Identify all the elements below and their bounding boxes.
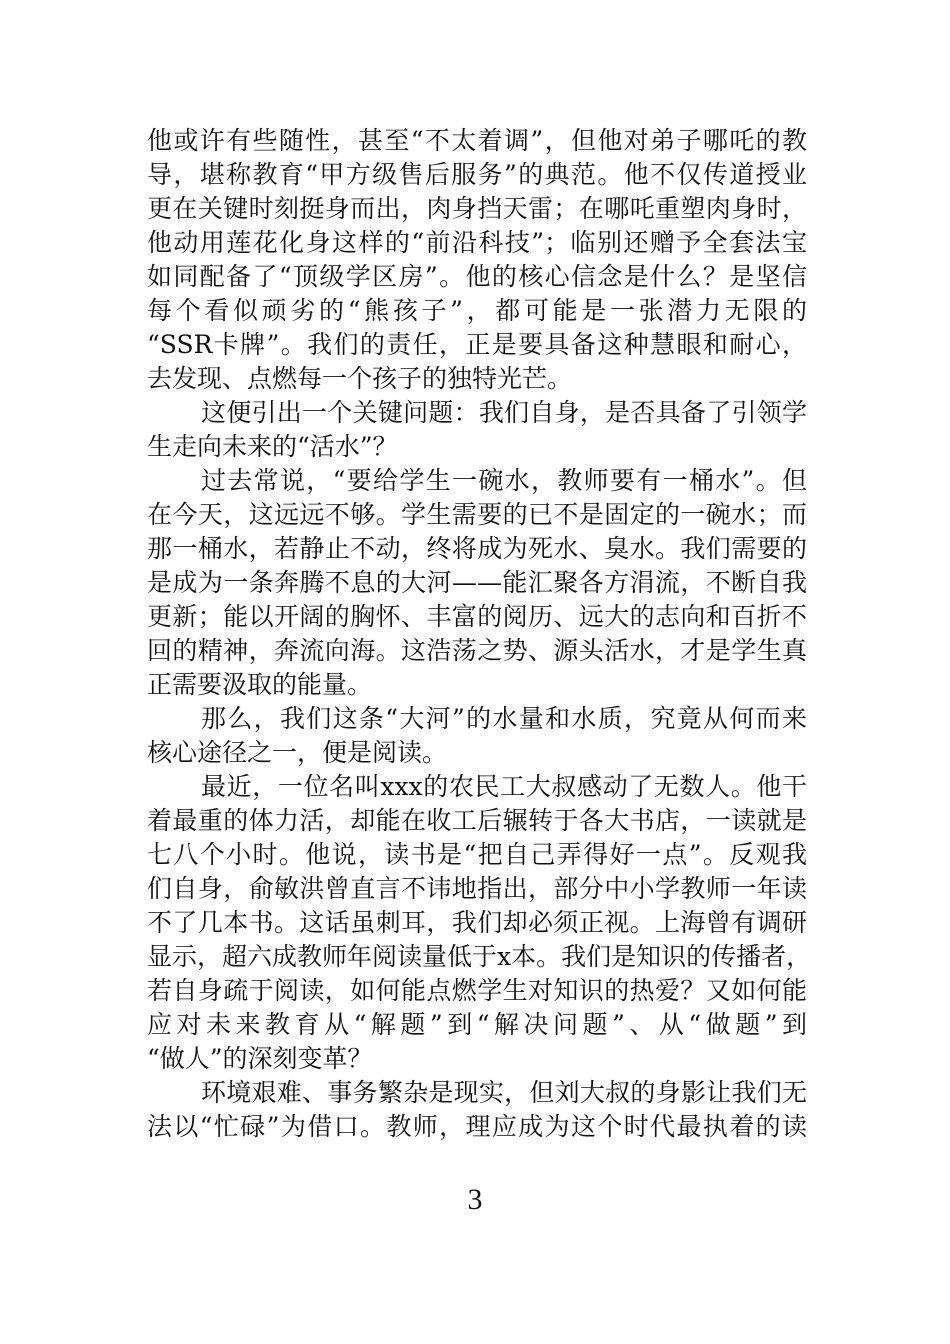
text-line: “做人”的深刻变革？ [147, 1044, 373, 1073]
text-line: 若自身疏于阅读，如何能点燃学生对知识的热爱？又如何能 [147, 976, 807, 1005]
text-line: 核心途径之一，便是阅读。 [147, 738, 448, 767]
text-line: 更在关键时刻挺身而出，肉身挡天雷；在哪吒重塑肉身时， [147, 194, 807, 223]
page-number: 3 [467, 1183, 483, 1216]
text-line: 他动用莲花化身这样的“前沿科技”；临别还赠予全套法宝 [147, 228, 807, 257]
text-line: 最近，一位名叫xxx的农民工大叔感动了无数人。他干 [201, 772, 807, 801]
text-line: 更新；能以开阔的胸怀、丰富的阅历、远大的志向和百折不 [147, 602, 807, 631]
text-line: 导，堪称教育“甲方级售后服务”的典范。他不仅传道授业 [147, 160, 807, 189]
text-line: 他或许有些随性，甚至“不太着调”，但他对弟子哪吒的教 [147, 126, 807, 155]
text-line: 应对未来教育从“解题”到“解决问题”、从“做题”到 [147, 1010, 807, 1039]
text-line: “SSR卡牌”。我们的责任，正是要具备这种慧眼和耐心， [147, 330, 807, 359]
text-line: 那一桶水，若静止不动，终将成为死水、臭水。我们需要的 [147, 534, 807, 563]
text-line: 去发现、点燃每一个孩子的独特光芒。 [147, 364, 573, 393]
text-line: 这便引出一个关键问题：我们自身，是否具备了引领学 [201, 398, 807, 427]
text-line: 七八个小时。他说，读书是“把自己弄得好一点”。反观我 [147, 840, 807, 869]
text-line: 不了几本书。这话虽刺耳，我们却必须正视。上海曾有调研 [147, 908, 807, 937]
text-line: 那么，我们这条“大河”的水量和水质，究竟从何而来 [201, 704, 807, 733]
text-line: 显示，超六成教师年阅读量低于x本。我们是知识的传播者， [147, 942, 812, 971]
text-line: 如同配备了“顶级学区房”。他的核心信念是什么？是坚信 [147, 262, 807, 291]
text-line: 着最重的体力活，却能在收工后辗转于各大书店，一读就是 [147, 806, 807, 835]
text-line: 们自身，俞敏洪曾直言不讳地指出，部分中小学教师一年读 [147, 874, 807, 903]
text-line: 环境艰难、事务繁杂是现实，但刘大叔的身影让我们无 [201, 1078, 807, 1107]
text-line: 正需要汲取的能量。 [147, 670, 373, 699]
body-text [147, 124, 812, 1144]
text-line: 过去常说，“要给学生一碗水，教师要有一桶水”。但 [201, 466, 807, 495]
text-line: 回的精神，奔流向海。这浩荡之势、源头活水，才是学生真 [147, 636, 807, 665]
text-line: 法以“忙碌”为借口。教师，理应成为这个时代最执着的读 [147, 1112, 807, 1141]
text-line: 生走向未来的“活水”？ [147, 432, 398, 461]
text-line: 在今天，这远远不够。学生需要的已不是固定的一碗水；而 [147, 500, 807, 529]
text-line: 是成为一条奔腾不息的大河——能汇聚各方涓流，不断自我 [147, 568, 807, 597]
text-line: 每个看似顽劣的“熊孩子”，都可能是一张潜力无限的 [147, 296, 807, 325]
